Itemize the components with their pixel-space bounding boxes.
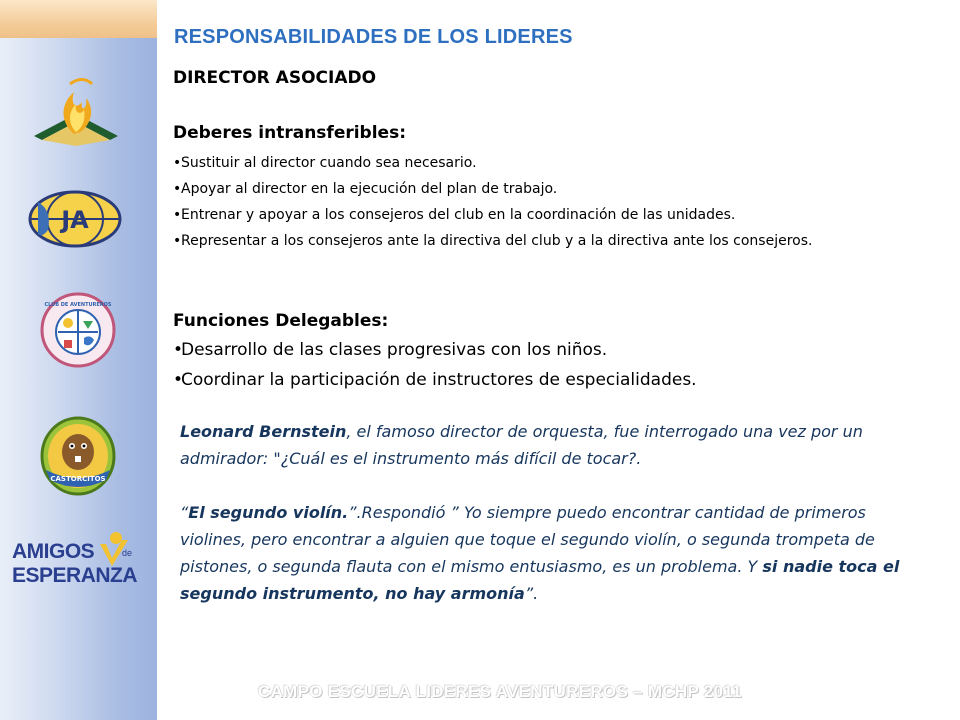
amigos-de-esperanza-logo: [10, 530, 150, 592]
footer-text: CAMPO ESCUELA LIDERES AVENTUREROS – MCHP 2011: [258, 682, 742, 701]
list-item: •Sustituir al director cuando sea necesario.: [173, 155, 477, 171]
jae-youth-logo: [28, 190, 122, 248]
svg-text:CLUB DE AVENTUREROS: CLUB DE AVENTUREROS: [44, 302, 112, 308]
role-heading: DIRECTOR ASOCIADO: [173, 68, 377, 88]
list-item: •Coordinar la participación de instructores de especialidades.: [173, 370, 697, 390]
quote-paragraph-1: Leonard Bernstein, el famoso director de orquesta, fue interrogado una vez por un admirador: "¿Cuál es el instrumento más difícil de tocar?.: [180, 422, 863, 468]
delegable-heading: Funciones Delegables:: [173, 311, 389, 331]
list-item: •Apoyar al director en la ejecución del plan de trabajo.: [173, 181, 558, 197]
quote-emphasis: si nadie toca el segundo instrumento, no hay armonía: [180, 557, 900, 603]
quote-answer: El segundo violín.: [188, 503, 349, 522]
svg-text:CASTORCITOS: CASTORCITOS: [50, 475, 106, 483]
amigos-word: AMIGOS: [12, 540, 95, 563]
svg-text:JA: JA: [61, 206, 89, 234]
adventist-flame-logo: [30, 74, 122, 150]
bernstein-quote: [180, 418, 925, 607]
slide-title: RESPONSABILIDADES DE LOS LIDERES: [174, 26, 573, 48]
sidebar-panel: [0, 0, 157, 720]
duties-heading: Deberes intransferibles:: [173, 123, 407, 143]
castorcitos-logo: [40, 416, 116, 496]
quote-author: Leonard Bernstein: [180, 422, 347, 441]
club-de-aventureros-logo: [40, 292, 116, 368]
esperanza-word: ESPERANZA: [12, 564, 138, 587]
quote-paragraph-2: “El segundo violín.”.Respondió ” Yo siempre puedo encontrar cantidad de primeros violines, pero encontrar a alguien que toque el segundo violín, o segunda trompeta de pistones, o segunda flauta con el mismo entusiasmo, es un problema. Y si nadie toca el segundo instrumento, no hay armonía”.: [180, 503, 900, 603]
list-item: •Representar a los consejeros ante la directiva del club y a la directiva ante los consejeros.: [173, 233, 813, 249]
list-item: •Desarrollo de las clases progresivas con los niños.: [173, 340, 608, 360]
quote-question: ¿Cuál es el instrumento más difícil de tocar?: [280, 449, 637, 468]
de-word: de: [122, 548, 133, 558]
delegable-list: [173, 335, 893, 395]
duties-list: [173, 150, 873, 254]
sidebar-top-band: [0, 0, 157, 38]
list-item: •Entrenar y apoyar a los consejeros del club en la coordinación de las unidades.: [173, 207, 736, 223]
